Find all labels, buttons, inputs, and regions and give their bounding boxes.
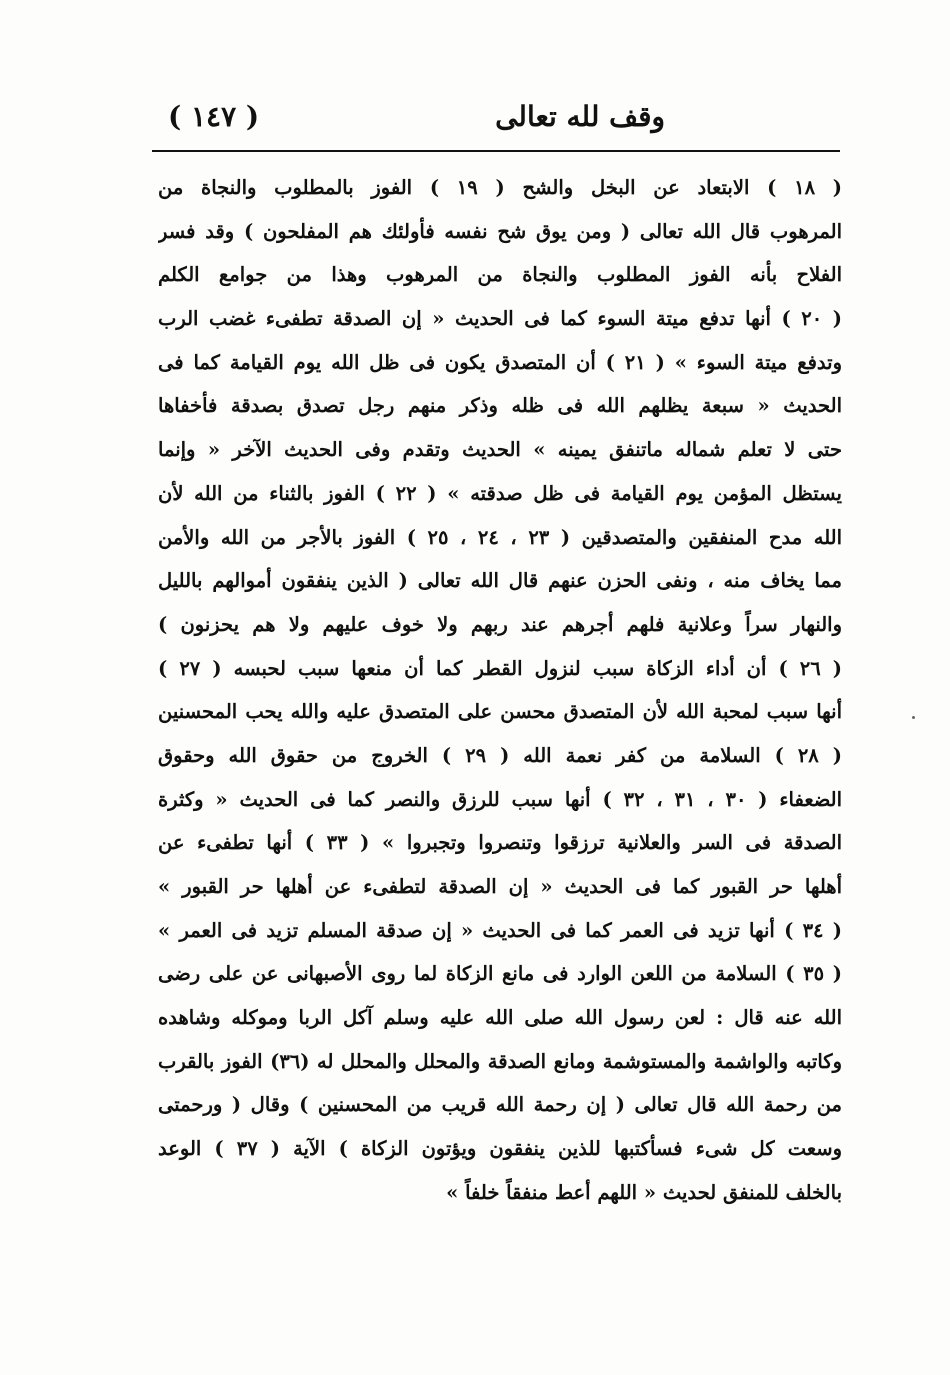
text-line: الله مدح المنفقين والمتصدقين ( ٢٣ ، ٢٤ ، ٢٥ ) الفوز بالأجر من الله والأمن: [158, 525, 842, 549]
text-line: الحديث « سبعة يظلهم الله فى ظله وذكر منهم رجل تصدق بصدقة فأخفاها: [158, 394, 842, 418]
text-line: المرهوب قال الله تعالى ( ومن يوق شح نفسه فأولئك هم المفلحون ) وقد فسر: [158, 219, 842, 243]
text-line: يستظل المؤمن يوم القيامة فى ظل صدقته » ( ٢٢ ) الفوز بالثناء من الله لأن: [158, 481, 842, 505]
scan-speck: [912, 716, 915, 719]
text-line: ( ٢٠ ) أنها تدفع ميتة السوء كما فى الحديث « إن الصدقة تطفىء غضب الرب: [158, 307, 842, 331]
text-line: وسعت كل شىء فسأكتبها للذين ينفقون ويؤتون الزكاة ) الآية ( ٣٧ ) الوعد: [158, 1137, 842, 1161]
body-text: [158, 166, 842, 1215]
text-line: مما يخاف منه ، ونفى الحزن عنهم قال الله تعالى ( الذين ينفقون أموالهم بالليل: [158, 569, 842, 593]
text-line: ( ١٨ ) الابتعاد عن البخل والشح ( ١٩ ) الفوز بالمطلوب والنجاة من: [158, 176, 842, 199]
text-line: وتدفع ميتة السوء » ( ٢١ ) أن المتصدق يكون فى ظل الله يوم القيامة كما فى: [158, 350, 842, 374]
text-line: أهلها حر القبور كما فى الحديث « إن الصدقة لتطفىء عن أهلها حر القبور »: [158, 875, 842, 898]
text-line-last: بالخلف للمنفق لحديث « اللهم أعط منفقاً خلفاً »: [446, 1180, 842, 1204]
text-line: ( ٢٦ ) أن أداء الزكاة سبب لنزول القطر كما أن منعها سبب لحبسه ( ٢٧ ): [158, 656, 842, 680]
running-title: وقف لله تعالى: [495, 100, 665, 133]
text-line: ( ٣٤ ) أنها تزيد فى العمر كما فى الحديث « إن صدقة المسلم تزيد فى العمر »: [158, 918, 842, 942]
text-line: من رحمة الله قال تعالى ( إن رحمة الله قريب من المحسنين ) وقال ( ورحمتى: [158, 1093, 842, 1117]
page-number: ( ١٤٧ ): [168, 100, 260, 133]
text-line: والنهار سراً وعلانية فلهم أجرهم عند ربهم ولا خوف عليهم ولا هم يحزنون ): [158, 612, 842, 636]
text-line: الله عنه قال : لعن رسول الله صلى الله عليه وسلم آكل الربا وموكله وشاهده: [158, 1006, 842, 1030]
text-line: ( ٢٨ ) السلامة من كفر نعمة الله ( ٢٩ ) الخروج من حقوق الله وحقوق: [158, 743, 842, 767]
text-line: الصدقة فى السر والعلانية ترزقوا وتنصروا وتجبروا » ( ٣٣ ) أنها تطفىء عن: [158, 831, 842, 855]
text-line: الضعفاء ( ٣٠ ، ٣١ ، ٣٢ ) أنها سبب للرزق والنصر كما فى الحديث « وكثرة: [158, 787, 842, 811]
page-header: [160, 100, 840, 148]
header-rule: [152, 150, 840, 152]
text-line: الفلاح بأنه الفوز المطلوب والنجاة من المرهوب وهذا من جوامع الكلم: [158, 263, 842, 287]
text-line: حتى لا تعلم شماله ماتنفق يمينه » الحديث وتقدم وفى الحديث الآخر « وإنما: [158, 438, 842, 462]
text-line: وكاتبه والواشمة والمستوشمة ومانع الصدقة والمحلل والمحلل له (٣٦) الفوز بالقرب: [158, 1049, 842, 1073]
text-line: ( ٣٥ ) السلامة من اللعن الوارد فى مانع الزكاة لما روى الأصبهانى عن على رضى: [158, 962, 842, 986]
text-line: أنها سبب لمحبة الله لأن المتصدق محسن على المتصدق عليه والله يحب المحسنين: [158, 700, 842, 724]
